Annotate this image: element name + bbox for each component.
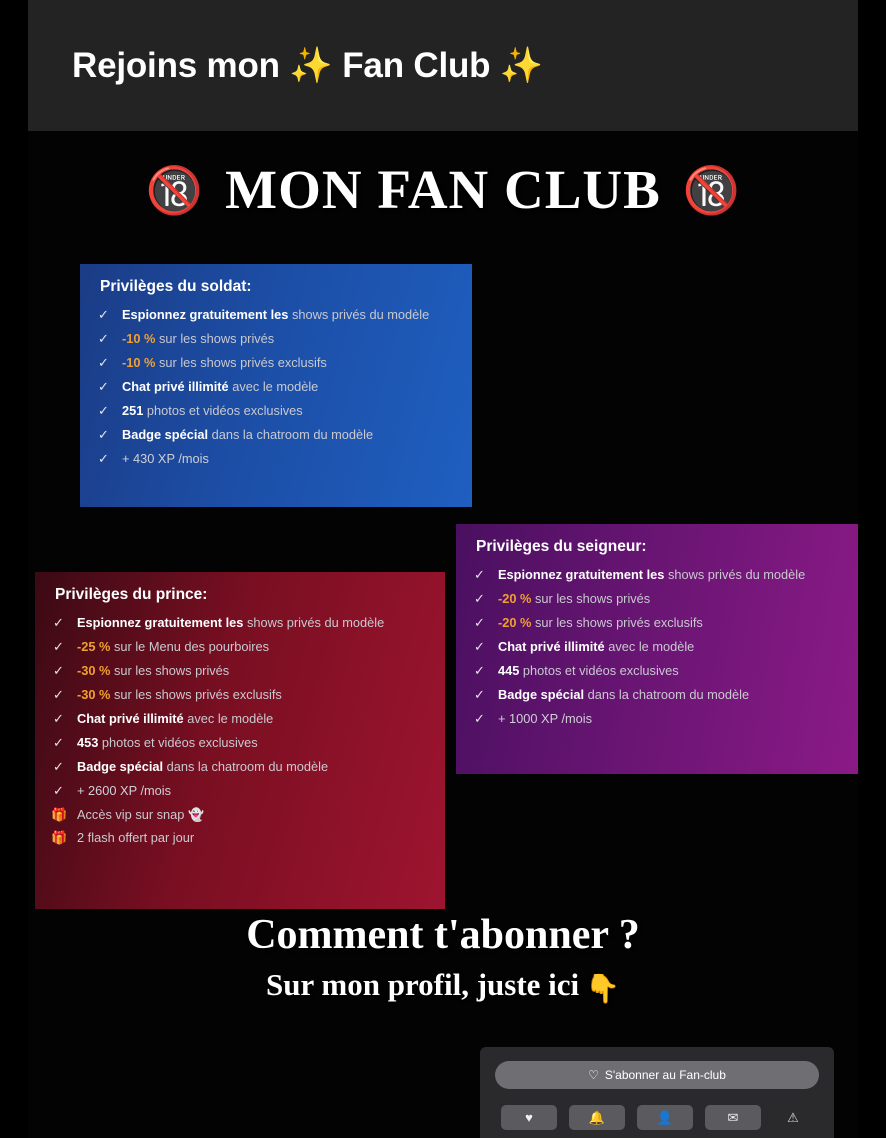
- privilege-text: Accès vip sur snap 👻: [77, 806, 204, 822]
- privilege-item: [472, 640, 842, 655]
- privilege-item: [51, 640, 429, 655]
- heart-icon: ♡: [588, 1068, 599, 1082]
- privilege-text: -30 % sur les shows privés exclusifs: [77, 686, 282, 702]
- privilege-item: [96, 332, 456, 347]
- card-title-soldat: Privilèges du soldat:: [100, 278, 252, 295]
- check-icon: ✓: [53, 615, 64, 630]
- privileges-card-seigneur: [456, 524, 858, 774]
- age-restriction-18-icon-right: 🔞: [682, 163, 741, 216]
- check-icon: ✓: [53, 686, 64, 702]
- howto-subheading: [28, 967, 858, 1006]
- check-icon: ✓: [98, 426, 109, 442]
- privilege-item: [96, 428, 456, 443]
- privilege-text: Chat privé illimité avec le modèle: [498, 638, 695, 654]
- privilege-item: [51, 664, 429, 679]
- envelope-icon: ✉: [727, 1109, 739, 1125]
- howto-section: [28, 911, 858, 1006]
- check-icon: ✓: [474, 662, 485, 678]
- privileges-list-seigneur: [472, 568, 842, 727]
- privilege-text: Badge spécial dans la chatroom du modèle: [122, 426, 374, 442]
- content-canvas: [28, 131, 858, 1138]
- privilege-text: -10 % sur les shows privés exclusifs: [122, 354, 327, 370]
- privilege-item: [96, 452, 456, 467]
- privilege-text: Badge spécial dans la chatroom du modèle: [77, 758, 329, 774]
- privileges-list-prince: [51, 616, 429, 846]
- check-icon: ✓: [98, 354, 109, 370]
- privilege-item: [51, 784, 429, 799]
- age-restriction-18-icon: 🔞: [145, 163, 204, 216]
- check-icon: ✓: [98, 402, 109, 418]
- privilege-item: [472, 688, 842, 703]
- privilege-text: Chat privé illimité avec le modèle: [77, 710, 274, 726]
- favorite-button[interactable]: [501, 1105, 557, 1130]
- card-title-seigneur: Privilèges du seigneur:: [476, 538, 647, 555]
- profile-action-panel: [480, 1047, 834, 1138]
- check-icon: ✓: [474, 686, 485, 702]
- check-icon: ✓: [98, 450, 109, 466]
- privilege-text: Espionnez gratuitement les shows privés du modèle: [122, 307, 430, 322]
- privileges-card-soldat: [80, 264, 472, 507]
- privilege-text: -20 % sur les shows privés: [498, 590, 651, 606]
- report-button[interactable]: [773, 1105, 813, 1130]
- privilege-text: Espionnez gratuitement les shows privés du modèle: [77, 615, 385, 630]
- check-icon: ✓: [53, 710, 64, 726]
- check-icon: ✓: [53, 758, 64, 774]
- privilege-text: 445 photos et vidéos exclusives: [498, 662, 679, 678]
- privilege-text: -25 % sur le Menu des pourboires: [77, 638, 270, 654]
- notify-button[interactable]: [569, 1105, 625, 1130]
- check-icon: ✓: [474, 567, 485, 582]
- privilege-item: [472, 712, 842, 727]
- add-friend-button[interactable]: [637, 1105, 693, 1130]
- check-icon: ✓: [53, 782, 64, 798]
- profile-action-row: [495, 1105, 819, 1130]
- privilege-item: [51, 760, 429, 775]
- header-banner: [28, 0, 858, 131]
- privilege-text: 251 photos et vidéos exclusives: [122, 402, 303, 418]
- check-icon: ✓: [474, 614, 485, 630]
- club-title-row: [28, 158, 858, 221]
- subscribe-fanclub-label: S'abonner au Fan-club: [604, 1068, 726, 1082]
- check-icon: ✓: [53, 638, 64, 654]
- privilege-item: [51, 688, 429, 703]
- howto-heading: Comment t'abonner ?: [246, 912, 640, 958]
- pointing-down-icon: 👇: [585, 974, 621, 1005]
- check-icon: ✓: [98, 307, 109, 322]
- right-gutter: [858, 0, 886, 1138]
- check-icon: ✓: [98, 330, 109, 346]
- check-icon: ✓: [474, 590, 485, 606]
- check-icon: ✓: [474, 710, 485, 726]
- privilege-item: [96, 380, 456, 395]
- card-title-prince: Privilèges du prince:: [55, 586, 208, 603]
- check-icon: ✓: [474, 638, 485, 654]
- left-gutter: [0, 0, 28, 1138]
- privilege-item: [472, 592, 842, 607]
- privilege-text: Badge spécial dans la chatroom du modèle: [498, 686, 750, 702]
- person-icon: 👤: [656, 1109, 674, 1125]
- check-icon: ✓: [53, 662, 64, 678]
- page-title: Rejoins mon ✨ Fan Club ✨: [72, 46, 544, 85]
- privilege-item: [472, 568, 842, 583]
- club-title: MON FAN CLUB: [225, 159, 661, 220]
- heart-filled-icon: ♥: [525, 1110, 533, 1125]
- privilege-item: [96, 356, 456, 371]
- privilege-text: 2 flash offert par jour: [77, 830, 195, 846]
- gift-icon: 🎁: [51, 806, 68, 822]
- privilege-text: 453 photos et vidéos exclusives: [77, 734, 258, 750]
- privilege-item: [51, 808, 429, 823]
- privilege-text: + 1000 XP /mois: [498, 710, 593, 726]
- gift-icon: 🎁: [51, 830, 68, 846]
- privilege-text: -30 % sur les shows privés: [77, 662, 230, 678]
- privilege-text: + 430 XP /mois: [122, 450, 209, 466]
- message-button[interactable]: [705, 1105, 761, 1130]
- privilege-item: [472, 664, 842, 679]
- privileges-card-prince: [35, 572, 445, 909]
- privilege-item: [51, 736, 429, 751]
- privilege-text: Espionnez gratuitement les shows privés du modèle: [498, 567, 806, 582]
- check-icon: ✓: [53, 734, 64, 750]
- privileges-list-soldat: [96, 308, 456, 467]
- warning-icon: ⚠: [787, 1109, 799, 1125]
- privilege-item: [51, 712, 429, 727]
- howto-subheading-text: Sur mon profil, juste ici: [265, 967, 580, 1002]
- privilege-text: Chat privé illimité avec le modèle: [122, 378, 319, 394]
- privilege-text: + 2600 XP /mois: [77, 782, 172, 798]
- privilege-item: [96, 404, 456, 419]
- privilege-item: [51, 616, 429, 631]
- bell-icon: 🔔: [588, 1109, 606, 1125]
- check-icon: ✓: [98, 378, 109, 394]
- privilege-text: -20 % sur les shows privés exclusifs: [498, 614, 703, 630]
- privilege-item: [51, 831, 429, 846]
- privilege-item: [472, 616, 842, 631]
- privilege-item: [96, 308, 456, 323]
- privilege-text: -10 % sur les shows privés: [122, 330, 275, 346]
- subscribe-fanclub-button[interactable]: [495, 1061, 819, 1089]
